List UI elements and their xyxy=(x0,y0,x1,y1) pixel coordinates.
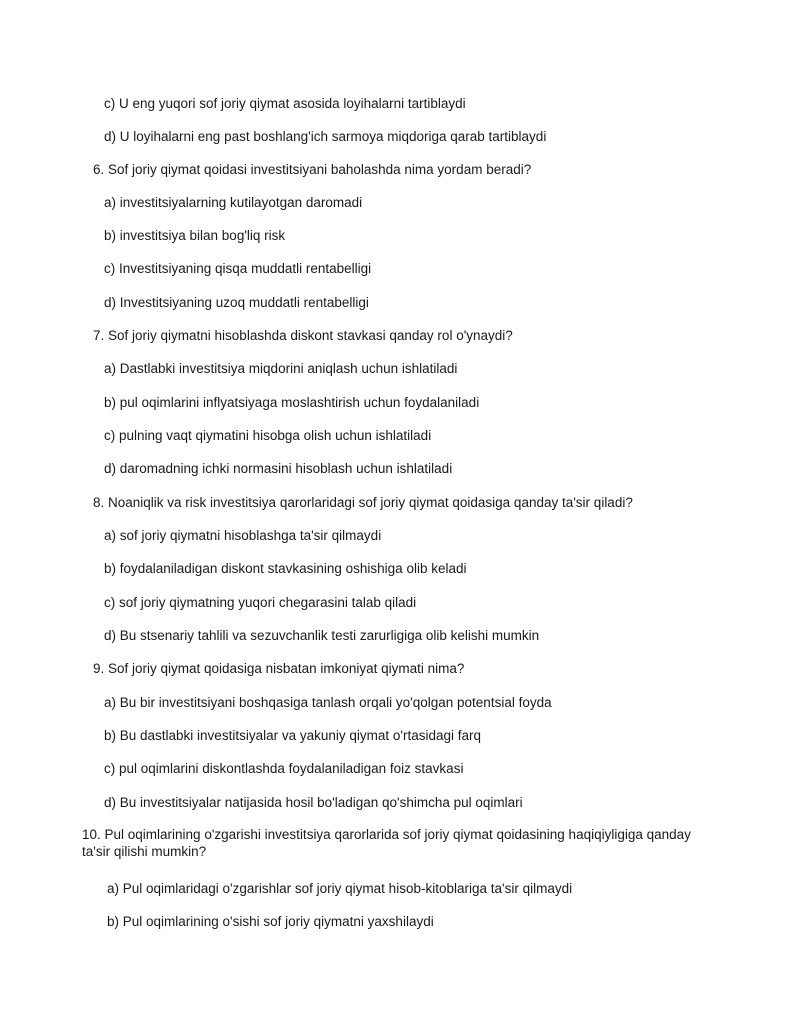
option-text: b) foydalaniladigan diskont stavkasining oshishiga olib keladi xyxy=(104,561,467,576)
option-text: c) pul oqimlarini diskontlashda foydalaniladigan foiz stavkasi xyxy=(104,761,464,776)
option-text: c) sof joriy qiymatning yuqori chegarasini talab qiladi xyxy=(104,595,417,610)
option-text: d) U loyihalarni eng past boshlang'ich sarmoya miqdoriga qarab tartiblaydi xyxy=(104,129,547,144)
option-text: d) Bu stsenariy tahlili va sezuvchanlik testi zarurligiga olib kelishi mumkin xyxy=(104,628,540,643)
question-text: 6. Sof joriy qiymat qoidasi investitsiyani baholashda nima yordam beradi? xyxy=(93,162,532,177)
option-text: b) Bu dastlabki investitsiyalar va yakuniy qiymat o'rtasidagi farq xyxy=(104,728,481,743)
question-text: 10. Pul oqimlarining o'zgarishi investitsiya qarorlarida sof joriy qiymat qoidasining haqiqiyligiga qanday ta'sir qilishi mumkin? xyxy=(82,827,691,859)
option-text: a) sof joriy qiymatni hisoblashga ta'sir qilmaydi xyxy=(104,528,382,543)
option-text: c) pulning vaqt qiymatini hisobga olish uchun ishlatiladi xyxy=(104,428,432,443)
option-text: b) pul oqimlarini inflyatsiyaga moslashtirish uchun foydalaniladi xyxy=(104,395,480,410)
option-text: d) daromadning ichki normasini hisoblash uchun ishlatiladi xyxy=(104,461,453,476)
option-text: c) Investitsiyaning qisqa muddatli rentabelligi xyxy=(104,261,372,276)
option-text: b) investitsiya bilan bog'liq risk xyxy=(104,228,286,243)
option-text: a) investitsiyalarning kutilayotgan daromadi xyxy=(104,195,363,210)
question-text: 8. Noaniqlik va risk investitsiya qarorlaridagi sof joriy qiymat qoidasiga qanday ta'sir qiladi? xyxy=(93,495,633,510)
option-text: d) Bu investitsiyalar natijasida hosil bo'ladigan qo'shimcha pul oqimlari xyxy=(104,795,523,810)
option-text: a) Pul oqimlaridagi o'zgarishlar sof joriy qiymat hisob-kitoblariga ta'sir qilmaydi xyxy=(107,881,573,896)
option-text: d) Investitsiyaning uzoq muddatli rentabelligi xyxy=(104,295,369,310)
question-text: 7. Sof joriy qiymatni hisoblashda diskont stavkasi qanday rol o'ynaydi? xyxy=(93,328,513,343)
option-text: a) Dastlabki investitsiya miqdorini aniqlash uchun ishlatiladi xyxy=(104,361,458,376)
option-text: b) Pul oqimlarining o'sishi sof joriy qiymatni yaxshilaydi xyxy=(107,914,434,929)
option-text: c) U eng yuqori sof joriy qiymat asosida loyihalarni tartiblaydi xyxy=(104,96,466,111)
question-text: 9. Sof joriy qiymat qoidasiga nisbatan imkoniyat qiymati nima? xyxy=(93,661,465,676)
option-text: a) Bu bir investitsiyani boshqasiga tanlash orqali yo'qolgan potentsial foyda xyxy=(104,695,552,710)
